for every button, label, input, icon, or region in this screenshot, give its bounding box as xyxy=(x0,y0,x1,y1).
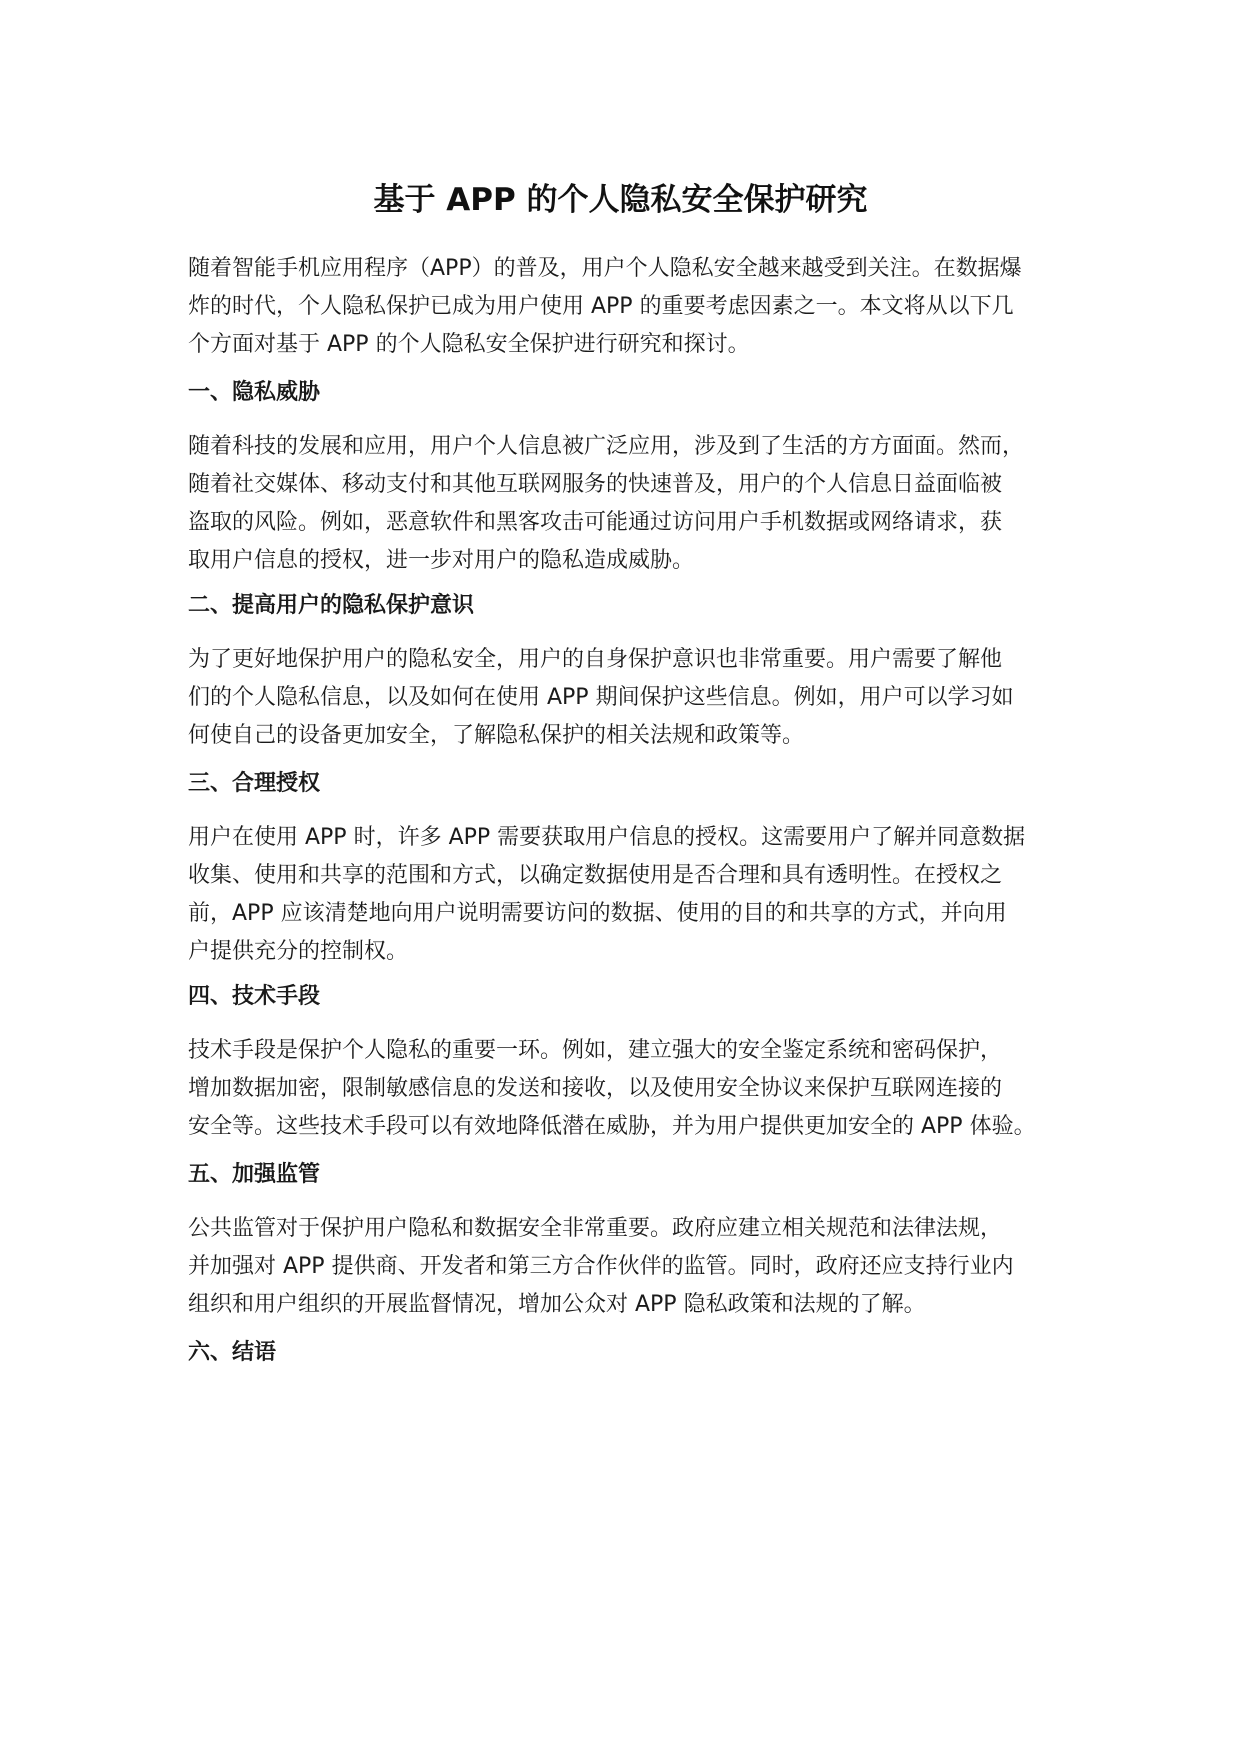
section-heading-technical-means: 四、技术手段 xyxy=(188,984,321,1009)
section-paragraph-regulation xyxy=(188,1210,1088,1324)
document-title: 基于 APP 的个人隐私安全保护研究 xyxy=(373,182,868,218)
section-heading-conclusion: 六、结语 xyxy=(188,1340,277,1365)
section-heading-privacy-threats: 一、隐私威胁 xyxy=(188,380,321,405)
paragraph-line: 个方面对基于 APP 的个人隐私安全保护进行研究和探讨。 xyxy=(188,332,750,357)
section-heading-regulation: 五、加强监管 xyxy=(188,1162,321,1187)
paragraph-line: 随着科技的发展和应用，用户个人信息被广泛应用，涉及到了生活的方方面面。然而， xyxy=(188,434,1025,459)
paragraph-line: 取用户信息的授权，进一步对用户的隐私造成威胁。 xyxy=(188,548,695,573)
paragraph-line: 为了更好地保护用户的隐私安全，用户的自身保护意识也非常重要。用户需要了解他 xyxy=(188,647,1003,672)
intro-paragraph xyxy=(188,250,1088,364)
paragraph-line: 户提供充分的控制权。 xyxy=(188,939,409,964)
paragraph-line: 何使自己的设备更加安全，了解隐私保护的相关法规和政策等。 xyxy=(188,723,805,748)
section-paragraph-technical-means xyxy=(188,1032,1088,1146)
paragraph-line: 技术手段是保护个人隐私的重要一环。例如，建立强大的安全鉴定系统和密码保护， xyxy=(188,1038,1003,1063)
paragraph-line: 前，APP 应该清楚地向用户说明需要访问的数据、使用的目的和共享的方式，并向用 xyxy=(188,901,1007,926)
paragraph-line: 随着社交媒体、移动支付和其他互联网服务的快速普及，用户的个人信息日益面临被 xyxy=(188,472,1003,497)
paragraph-line: 收集、使用和共享的范围和方式，以确定数据使用是否合理和具有透明性。在授权之 xyxy=(188,863,1003,888)
section-paragraph-privacy-threats xyxy=(188,428,1088,580)
section-paragraph-awareness xyxy=(188,641,1088,755)
paragraph-line: 组织和用户组织的开展监督情况，增加公众对 APP 隐私政策和法规的了解。 xyxy=(188,1292,926,1317)
paragraph-line: 公共监管对于保护用户隐私和数据安全非常重要。政府应建立相关规范和法律法规， xyxy=(188,1216,1003,1241)
paragraph-line: 用户在使用 APP 时，许多 APP 需要获取用户信息的授权。这需要用户了解并同意数据 xyxy=(188,825,1026,850)
paragraph-line: 安全等。这些技术手段可以有效地降低潜在威胁，并为用户提供更加安全的 APP 体验。 xyxy=(188,1114,1036,1139)
paragraph-line: 盗取的风险。例如，恶意软件和黑客攻击可能通过访问用户手机数据或网络请求，获 xyxy=(188,510,1003,535)
paragraph-line: 增加数据加密，限制敏感信息的发送和接收，以及使用安全协议来保护互联网连接的 xyxy=(188,1076,1003,1101)
paragraph-line: 并加强对 APP 提供商、开发者和第三方合作伙伴的监管。同时，政府还应支持行业内 xyxy=(188,1254,1014,1279)
section-heading-authorization: 三、合理授权 xyxy=(188,771,321,796)
paragraph-line: 炸的时代，个人隐私保护已成为用户使用 APP 的重要考虑因素之一。本文将从以下几 xyxy=(188,294,1014,319)
section-heading-awareness: 二、提高用户的隐私保护意识 xyxy=(188,593,475,618)
paragraph-line: 们的个人隐私信息，以及如何在使用 APP 期间保护这些信息。例如，用户可以学习如 xyxy=(188,685,1014,710)
section-paragraph-authorization xyxy=(188,819,1088,971)
paragraph-line: 随着智能手机应用程序（APP）的普及，用户个人隐私安全越来越受到关注。在数据爆 xyxy=(188,256,1022,281)
